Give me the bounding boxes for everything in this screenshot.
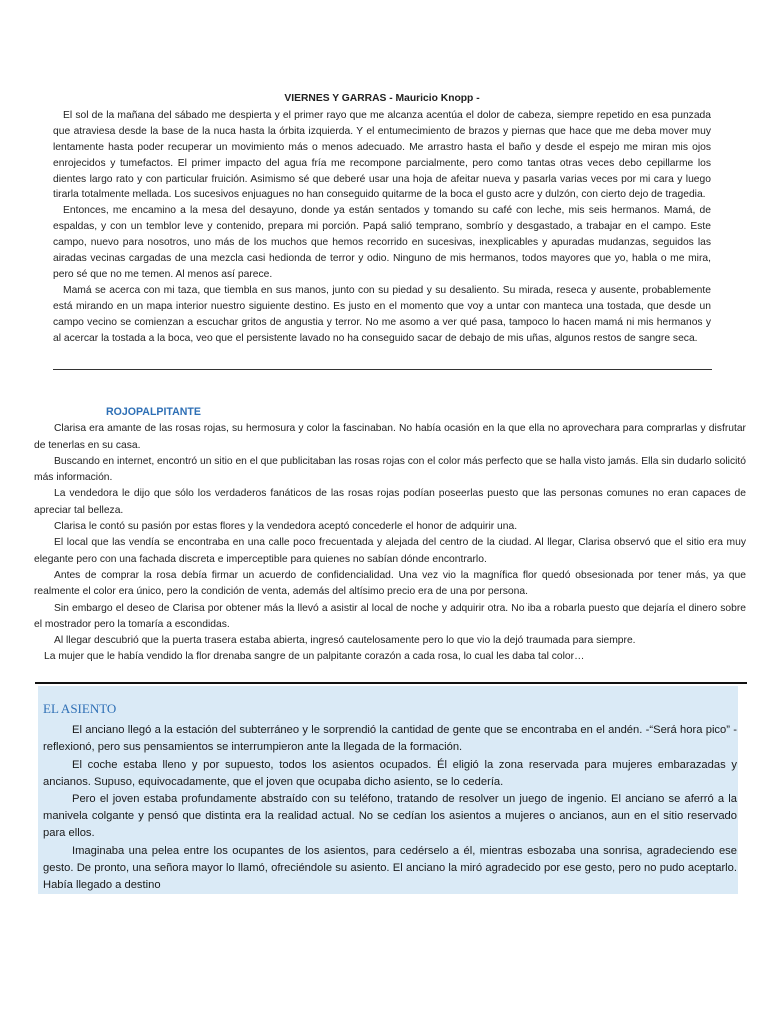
story-rojopalpitante — [34, 404, 746, 666]
story-paragraph: El anciano llegó a la estación del subterráneo y le sorprendió la cantidad de gente que se encontraba en el andén. -“Será hora pico” - reflexionó, pero sus pensamientos se interrumpieron ante la llegada de la formación. — [43, 724, 737, 754]
story-paragraph: Antes de comprar la rosa debía firmar un acuerdo de confidencialidad. Una vez vio la magnífica flor quedó obsesionada por tener más, ya que realmente el color era único, pero la condición de venta, además del altísimo precio era de una por persona. — [34, 569, 746, 598]
story-paragraph: Clarisa le contó su pasión por estas flores y la vendedora aceptó concederle el honor de adquirir una. — [54, 521, 518, 533]
story-paragraph: Clarisa era amante de las rosas rojas, su hermosura y color la fascinaban. No había ocasión en la que ella no aprovechara para comprarlas y disfrutar de tenerlas en su casa. — [34, 423, 746, 451]
story-paragraph: Imaginaba una pelea entre los ocupantes de los asientos, para cedérselo a él, mientras esbozaba una sonrisa, agradeciendo ese gesto. De pronto, una señora mayor lo llamó, ofreciéndole su asiento. El anciano la miró agradecido por ese gesto, pero no pudo aceptarlo. Había llegado a destino — [43, 844, 737, 892]
story-paragraph: La mujer que le había vendido la flor drenaba sangre de un palpitante corazón a cada rosa, lo cual les daba tal color… — [44, 651, 585, 663]
story-title: EL ASIENTO — [43, 701, 117, 716]
story-paragraph: El local que las vendía se encontraba en una calle poco frecuentada y alejada del centro de la ciudad. Al llegar, Clarisa observó que el sitio era muy elegante pero con una fachada discreta e imperceptible para quienes no sabían dónde encontrarlo. — [34, 537, 746, 565]
story-paragraph: El coche estaba lleno y por supuesto, todos los asientos ocupados. Él eligió la zona reservada para mujeres embarazadas y ancianos. Supuso, equivocadamente, que el joven que ocupaba dicho asiento, se lo cedería. — [43, 758, 737, 788]
section-divider — [35, 682, 747, 684]
story-viernes-y-garras — [53, 91, 711, 347]
story-paragraph: Mamá se acerca con mi taza, que tiembla en sus manos, junto con su piedad y su desaliento. Su mirada, reseca y ausente, probablemente está mirando en un mapa interior nuestro siguiente destino. Es justo en el momento que voy a untar con manteca una tostada, que desde un campo vecino se comienzan a escuchar gritos de angustia y terror. No me asomo a ver qué pasa, tampoco lo hacen mamá ni mis hermanos y al acercar la tostada a la boca, veo que el persistente lavado no ha conseguido sacar de debajo de mis uñas, algunos restos de sangre seca. — [53, 284, 711, 344]
story-paragraph: Entonces, me encamino a la mesa del desayuno, donde ya están sentados y tomando su café con leche, mis seis hermanos. Mamá, de espaldas, y con un temblor leve y contenido, prepara mi porción. Papá salió temprano, sombrío y desgastado, a trabajar en el campo. Este campo, nuevo para nosotros, uno más de los muchos que hemos recorrido en sucesivas, inexplicables y apuradas mudanzas, seguidos las airadas vecinas cargadas de una mezcla casi hedionda de terror y odio. Ninguno de mis hermanos, todos mayores que yo, habla o me mira, pero sé que no me temen. Al menos así parece. — [53, 205, 711, 280]
story-paragraph: La vendedora le dijo que sólo los verdaderos fanáticos de las rosas rojas podían poseerlas puesto que las personas comunes no eran capaces de apreciar tal belleza. — [34, 488, 746, 516]
story-title: ROJOPALPITANTE — [106, 406, 201, 418]
story-paragraph: El sol de la mañana del sábado me despierta y el primer rayo que me alcanza acentúa el dolor de cabeza, siempre repetido en esa punzada que atraviesa desde la base de la nuca hasta la órbita izquierda. Y el entumecimiento de brazos y piernas que hace que me deba mover muy lentamente hasta poder recuperar un movimiento más o menos adecuado. Me arrastro hasta el baño y desde el espejo me miran mis ojos enrojecidos y tumefactos. El primer impacto del agua fría me recompone parcialmente, pero como tantas otras veces debo cepillarme los dientes largo rato y con particular fruición. Asimismo sé que deberé usar una hoja de afeitar nueva y pasarla varias veces por mi cara y luego tirarla totalmente mellada. Los sucesivos enjuagues no han conseguido quitarme de la boca el gusto acre y dulzón, con cierto dejo de tragedia. — [53, 109, 711, 201]
story-el-asiento — [43, 700, 737, 894]
story-paragraph: Al llegar descubrió que la puerta trasera estaba abierta, ingresó cautelosamente pero lo que vio la dejó traumada para siempre. — [54, 635, 636, 647]
story-title: VIERNES Y GARRAS - Mauricio Knopp - — [284, 93, 480, 104]
story-paragraph: Pero el joven estaba profundamente abstraído con su teléfono, tratando de resolver un juego de ingenio. El anciano se aferró a la manivela colgante y pensó que distinta era la realidad actual. No se cedían los asientos a mujeres o ancianos, aun en el sitio reservado para ellos. — [43, 793, 737, 840]
story-paragraph: Sin embargo el deseo de Clarisa por obtener más la llevó a asistir al local de noche y adquirir otra. No iba a robarla puesto que dejaría el dinero sobre el mostrador pero la tomaría a escondidas. — [34, 602, 746, 630]
story-paragraph: Buscando en internet, encontró un sitio en el que publicitaban las rosas rojas con el color más perfecto que se halla visto jamás. Ella sin dudarlo solicitó más información. — [34, 455, 746, 484]
section-divider — [53, 369, 712, 370]
